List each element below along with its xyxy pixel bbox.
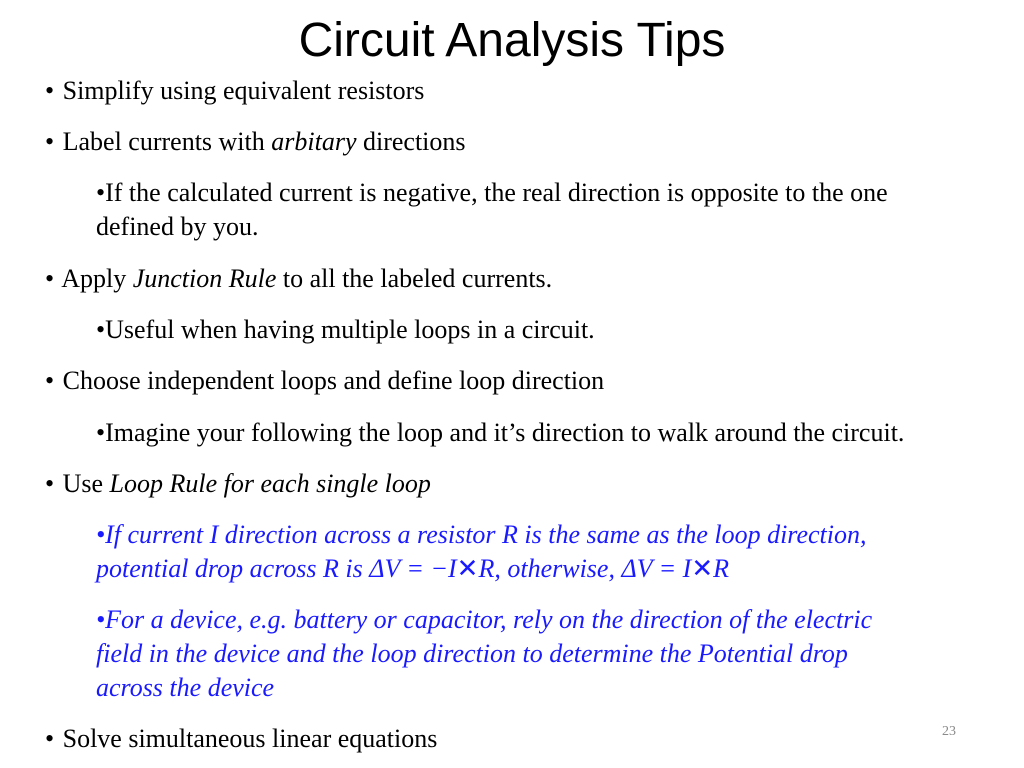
formula-text: R, otherwise, ΔV = I bbox=[478, 554, 692, 583]
bullet-emphasis: arbitary bbox=[271, 127, 357, 156]
subbullet-text: If the calculated current is negative, the real direction is opposite to the one bbox=[105, 178, 888, 207]
bullet-text: Simplify using equivalent resistors bbox=[62, 76, 425, 105]
formula-text: potential drop across R is ΔV = −I bbox=[96, 554, 457, 583]
bullet-text: Apply bbox=[61, 264, 133, 293]
bullet-marker: • bbox=[96, 178, 106, 207]
bullet-marker: • bbox=[45, 127, 55, 156]
bullet-text: Choose independent loops and define loop direction bbox=[62, 366, 605, 395]
bullet-marker: • bbox=[45, 469, 55, 498]
bullet-text: to all the labeled currents. bbox=[276, 264, 553, 293]
bullet-emphasis: Loop Rule for each single loop bbox=[109, 469, 431, 498]
bullet-text: Use bbox=[62, 469, 110, 498]
subbullet-text: If current I direction across a resistor R is the same as the loop direction, bbox=[105, 520, 867, 549]
bullet-emphasis: Junction Rule bbox=[132, 264, 277, 293]
bullet-independent-loops bbox=[45, 364, 604, 398]
subbullet-device-drop-cont2 bbox=[96, 671, 274, 705]
bullet-marker: • bbox=[45, 366, 55, 395]
bullet-marker: • bbox=[96, 315, 106, 344]
subbullet-text: Imagine your following the loop and it’s direction to walk around the circuit. bbox=[105, 418, 905, 447]
bullet-label-currents bbox=[45, 125, 466, 159]
bullet-solve-equations bbox=[45, 722, 437, 756]
bullet-text: directions bbox=[356, 127, 466, 156]
subbullet-device-drop bbox=[96, 603, 872, 637]
subbullet-device-drop-cont bbox=[96, 637, 848, 671]
bullet-loop-rule bbox=[45, 467, 431, 501]
bullet-text: Solve simultaneous linear equations bbox=[62, 724, 438, 753]
bullet-marker: • bbox=[45, 264, 55, 293]
subbullet-resistor-drop bbox=[96, 518, 867, 552]
subbullet-imagine-walk bbox=[96, 416, 904, 450]
subbullet-negative-current bbox=[96, 176, 888, 210]
bullet-marker: • bbox=[96, 605, 106, 634]
bullet-junction-rule bbox=[45, 262, 552, 296]
page-number: 23 bbox=[942, 724, 956, 739]
bullet-simplify bbox=[45, 74, 424, 108]
subbullet-text: defined by you. bbox=[96, 212, 259, 241]
bullet-marker: • bbox=[45, 76, 55, 105]
multiply-sign: ✕ bbox=[691, 554, 714, 583]
bullet-marker: • bbox=[96, 418, 106, 447]
subbullet-text: For a device, e.g. battery or capacitor, rely on the direction of the electric bbox=[105, 605, 873, 634]
slide-title: Circuit Analysis Tips bbox=[298, 14, 726, 67]
subbullet-text: Useful when having multiple loops in a circuit. bbox=[105, 315, 595, 344]
bullet-marker: • bbox=[96, 520, 106, 549]
subbullet-resistor-drop-formula bbox=[96, 552, 729, 586]
multiply-sign: ✕ bbox=[456, 554, 479, 583]
bullet-marker: • bbox=[45, 724, 55, 753]
subbullet-text: across the device bbox=[96, 673, 275, 702]
subbullet-multiple-loops bbox=[96, 313, 595, 347]
bullet-text: Label currents with bbox=[62, 127, 272, 156]
subbullet-text: field in the device and the loop direction to determine the Potential drop bbox=[96, 639, 848, 668]
formula-text: R bbox=[713, 554, 730, 583]
subbullet-negative-current-cont bbox=[96, 210, 258, 244]
